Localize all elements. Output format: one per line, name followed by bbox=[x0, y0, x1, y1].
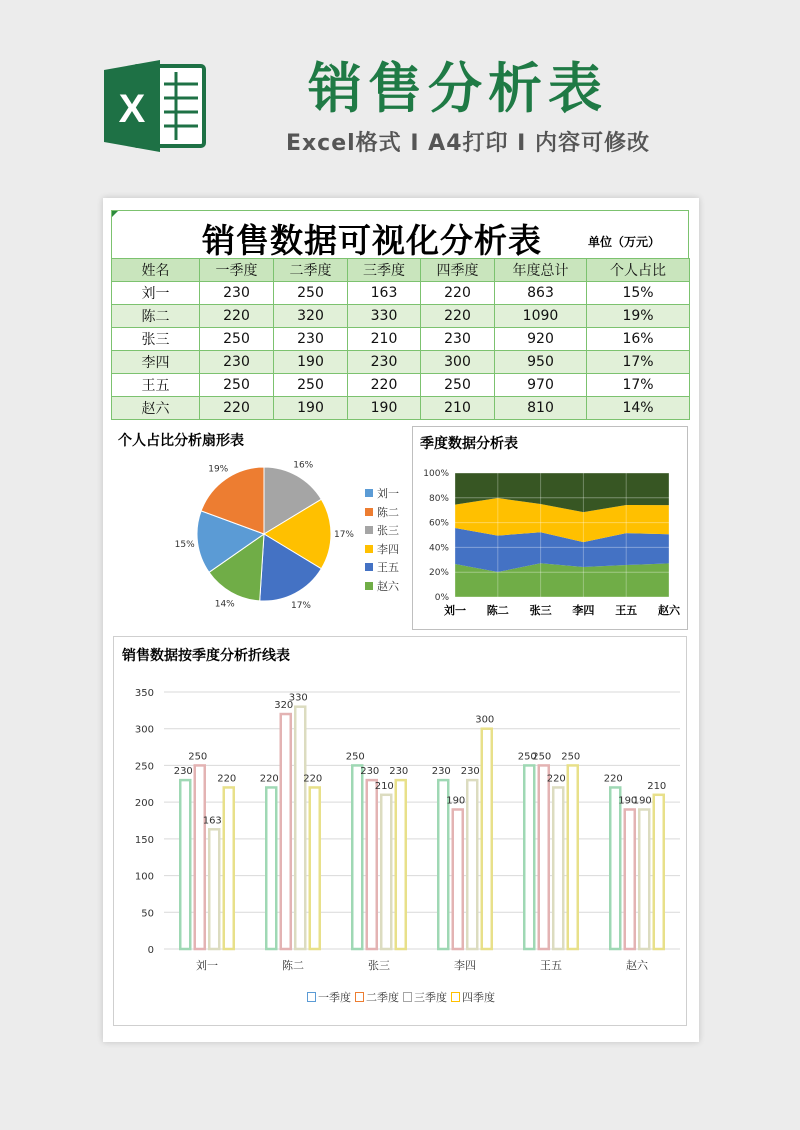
bar-data-label: 210 bbox=[374, 780, 394, 792]
table-cell[interactable]: 250 bbox=[274, 282, 348, 305]
table-cell[interactable]: 1090 bbox=[495, 305, 587, 328]
y-tick-label: 60% bbox=[428, 518, 449, 529]
y-tick-label: 200 bbox=[134, 798, 154, 810]
area-chart-panel bbox=[412, 426, 688, 630]
y-tick-label: 150 bbox=[134, 834, 154, 846]
y-tick-label: 50 bbox=[141, 908, 154, 920]
legend-swatch bbox=[355, 992, 364, 1002]
table-cell[interactable]: 17% bbox=[587, 351, 690, 374]
unit-label: 单位（万元） bbox=[587, 235, 660, 249]
pie-data-label: 16% bbox=[293, 460, 314, 471]
legend-item bbox=[365, 558, 399, 577]
y-tick-label: 300 bbox=[134, 724, 154, 736]
legend-swatch bbox=[451, 992, 460, 1002]
pie-data-label: 17% bbox=[290, 600, 312, 611]
x-tick-label: 陈二 bbox=[282, 959, 304, 972]
table-cell[interactable]: 863 bbox=[495, 282, 587, 305]
table-cell[interactable]: 17% bbox=[587, 374, 690, 397]
x-tick-label: 刘一 bbox=[196, 959, 218, 972]
table-cell[interactable]: 张三 bbox=[112, 328, 200, 351]
bar-data-label: 220 bbox=[259, 773, 279, 785]
table-cell[interactable]: 163 bbox=[348, 282, 421, 305]
pie-legend bbox=[365, 484, 399, 595]
legend-label: 四季度 bbox=[462, 991, 495, 1004]
table-row bbox=[112, 374, 690, 397]
y-tick-label: 0% bbox=[434, 593, 449, 603]
x-tick-label: 陈二 bbox=[486, 604, 509, 617]
y-tick-label: 100 bbox=[134, 871, 154, 883]
bar bbox=[180, 780, 190, 949]
bar-data-label: 163 bbox=[202, 815, 222, 827]
y-tick-label: 20% bbox=[428, 568, 449, 579]
pie-data-label: 17% bbox=[333, 530, 355, 540]
bar-data-label: 300 bbox=[475, 714, 495, 726]
table-cell[interactable]: 220 bbox=[200, 397, 274, 420]
table-cell[interactable]: 330 bbox=[348, 305, 421, 328]
legend-label: 李四 bbox=[377, 542, 399, 556]
table-cell[interactable]: 陈二 bbox=[112, 305, 200, 328]
bar-data-label: 230 bbox=[389, 766, 409, 778]
pie-data-label: 14% bbox=[214, 599, 235, 610]
legend-label: 陈二 bbox=[377, 505, 399, 519]
legend-label: 张三 bbox=[377, 524, 399, 538]
column-header: 年度总计 bbox=[495, 259, 587, 282]
table-cell[interactable]: 230 bbox=[348, 351, 421, 374]
legend-swatch bbox=[365, 545, 373, 553]
bar bbox=[266, 787, 276, 949]
bar bbox=[539, 765, 549, 949]
bar-data-label: 250 bbox=[517, 751, 537, 763]
sheet-title-bar bbox=[111, 210, 689, 258]
legend-label: 王五 bbox=[377, 561, 399, 575]
table-cell[interactable]: 15% bbox=[587, 282, 690, 305]
table-cell[interactable]: 赵六 bbox=[112, 397, 200, 420]
column-header: 一季度 bbox=[200, 259, 274, 282]
legend-item bbox=[365, 484, 399, 503]
table-cell[interactable]: 210 bbox=[348, 328, 421, 351]
bar-data-label: 220 bbox=[603, 773, 623, 785]
bar-chart bbox=[114, 637, 688, 987]
bar-data-label: 320 bbox=[274, 700, 294, 712]
bar-data-label: 230 bbox=[460, 766, 480, 778]
sheet-title: 销售数据可视化分析表 bbox=[202, 221, 542, 260]
table-row bbox=[112, 305, 690, 328]
bar bbox=[224, 787, 234, 949]
y-tick-label: 0 bbox=[147, 945, 154, 956]
table-cell[interactable]: 950 bbox=[495, 351, 587, 374]
pie-chart-title: 个人占比分析扇形表 bbox=[118, 433, 244, 449]
bar-data-label: 330 bbox=[288, 692, 308, 704]
bar-data-label: 220 bbox=[546, 773, 566, 785]
table-cell[interactable]: 970 bbox=[495, 374, 587, 397]
bar-data-label: 250 bbox=[188, 751, 208, 763]
bar bbox=[467, 780, 477, 949]
table-cell[interactable]: 220 bbox=[200, 305, 274, 328]
bar bbox=[524, 765, 534, 949]
y-tick-label: 80% bbox=[428, 493, 449, 504]
column-header: 个人占比 bbox=[587, 259, 690, 282]
bar-data-label: 230 bbox=[360, 766, 380, 778]
x-tick-label: 张三 bbox=[368, 959, 390, 972]
pie-chart bbox=[159, 454, 369, 624]
legend-swatch bbox=[307, 992, 316, 1002]
x-tick-label: 王五 bbox=[615, 604, 638, 617]
area-chart-title: 季度数据分析表 bbox=[420, 436, 518, 452]
bar bbox=[295, 707, 305, 949]
legend-item bbox=[365, 577, 399, 596]
bar bbox=[396, 780, 406, 949]
bar-data-label: 220 bbox=[303, 773, 323, 785]
x-tick-label: 赵六 bbox=[658, 604, 680, 617]
table-cell[interactable]: 王五 bbox=[112, 374, 200, 397]
x-tick-label: 李四 bbox=[572, 604, 595, 617]
y-tick-label: 100% bbox=[423, 469, 449, 479]
pie-data-label: 19% bbox=[208, 464, 229, 475]
legend-label: 二季度 bbox=[366, 991, 399, 1004]
bar-data-label: 220 bbox=[217, 773, 237, 785]
area-chart bbox=[413, 427, 689, 631]
column-header: 姓名 bbox=[112, 259, 200, 282]
table-row bbox=[112, 351, 690, 374]
bar-chart-panel bbox=[113, 636, 687, 1026]
table-cell[interactable]: 220 bbox=[348, 374, 421, 397]
table-cell[interactable]: 300 bbox=[421, 351, 495, 374]
sales-table bbox=[111, 258, 690, 420]
pie-data-label: 15% bbox=[174, 540, 195, 551]
bar bbox=[553, 787, 563, 949]
y-tick-label: 350 bbox=[134, 688, 154, 699]
bar bbox=[639, 809, 649, 949]
page-title: 销售分析表 bbox=[308, 57, 608, 120]
bar-data-label: 250 bbox=[345, 751, 365, 763]
legend-swatch bbox=[365, 582, 373, 590]
column-header: 三季度 bbox=[348, 259, 421, 282]
y-tick-label: 250 bbox=[134, 761, 154, 773]
logo-letter: X bbox=[118, 87, 146, 131]
table-cell[interactable]: 210 bbox=[421, 397, 495, 420]
x-tick-label: 张三 bbox=[529, 604, 552, 617]
table-cell[interactable]: 230 bbox=[200, 282, 274, 305]
table-cell[interactable]: 刘一 bbox=[112, 282, 200, 305]
legend-item bbox=[451, 989, 495, 1005]
bar-data-label: 250 bbox=[532, 751, 552, 763]
table-row bbox=[112, 328, 690, 351]
x-tick-label: 赵六 bbox=[626, 959, 648, 972]
bar bbox=[568, 765, 578, 949]
x-tick-label: 李四 bbox=[454, 959, 476, 972]
table-cell[interactable]: 190 bbox=[274, 351, 348, 374]
bar bbox=[482, 729, 492, 949]
table-cell[interactable]: 810 bbox=[495, 397, 587, 420]
bar bbox=[367, 780, 377, 949]
bar bbox=[381, 795, 391, 949]
table-cell[interactable]: 220 bbox=[421, 305, 495, 328]
legend-swatch bbox=[365, 563, 373, 571]
table-cell[interactable]: 14% bbox=[587, 397, 690, 420]
bar-legend bbox=[114, 989, 688, 1005]
table-cell[interactable]: 250 bbox=[274, 374, 348, 397]
legend-label: 一季度 bbox=[318, 991, 351, 1004]
legend-item bbox=[355, 989, 399, 1005]
bar bbox=[195, 765, 205, 949]
legend-label: 三季度 bbox=[414, 991, 447, 1004]
bar-data-label: 230 bbox=[173, 766, 193, 778]
bar bbox=[453, 809, 463, 949]
bar-data-label: 230 bbox=[431, 766, 451, 778]
table-row bbox=[112, 397, 690, 420]
bar bbox=[310, 787, 320, 949]
legend-swatch bbox=[403, 992, 412, 1002]
bar bbox=[625, 809, 635, 949]
legend-item bbox=[307, 989, 351, 1005]
table-cell[interactable]: 320 bbox=[274, 305, 348, 328]
bar-data-label: 210 bbox=[647, 780, 667, 792]
page-subtitle: Excel格式 I A4打印 I 内容可修改 bbox=[285, 131, 651, 156]
legend-item bbox=[403, 989, 447, 1005]
legend-swatch bbox=[365, 526, 373, 534]
table-cell[interactable]: 250 bbox=[421, 374, 495, 397]
table-cell[interactable]: 230 bbox=[274, 328, 348, 351]
bar-data-label: 190 bbox=[618, 795, 638, 807]
table-cell[interactable]: 李四 bbox=[112, 351, 200, 374]
bar-data-label: 190 bbox=[632, 795, 652, 807]
table-cell[interactable]: 230 bbox=[200, 351, 274, 374]
bar-data-label: 190 bbox=[446, 795, 466, 807]
legend-item bbox=[365, 521, 399, 540]
bar bbox=[352, 765, 362, 949]
legend-label: 赵六 bbox=[377, 579, 399, 593]
table-cell[interactable]: 250 bbox=[200, 374, 274, 397]
bar-data-label: 250 bbox=[561, 751, 581, 763]
bar bbox=[281, 714, 291, 949]
table-cell[interactable]: 19% bbox=[587, 305, 690, 328]
table-cell[interactable]: 220 bbox=[421, 282, 495, 305]
table-cell[interactable]: 190 bbox=[348, 397, 421, 420]
table-cell[interactable]: 230 bbox=[421, 328, 495, 351]
table-cell[interactable]: 16% bbox=[587, 328, 690, 351]
table-header-row bbox=[112, 259, 690, 282]
legend-item bbox=[365, 503, 399, 522]
excel-logo-icon bbox=[104, 58, 214, 154]
table-cell[interactable]: 250 bbox=[200, 328, 274, 351]
legend-swatch bbox=[365, 508, 373, 516]
y-tick-label: 40% bbox=[428, 543, 449, 554]
legend-swatch bbox=[365, 489, 373, 497]
bar-chart-title: 销售数据按季度分析折线表 bbox=[122, 648, 290, 664]
sheet-paper bbox=[103, 198, 699, 1042]
table-cell[interactable]: 190 bbox=[274, 397, 348, 420]
column-header: 四季度 bbox=[421, 259, 495, 282]
x-tick-label: 王五 bbox=[540, 959, 562, 972]
bar bbox=[610, 787, 620, 949]
table-row bbox=[112, 282, 690, 305]
x-tick-label: 刘一 bbox=[444, 604, 466, 617]
column-header: 二季度 bbox=[274, 259, 348, 282]
bar bbox=[209, 829, 219, 949]
legend-label: 刘一 bbox=[377, 487, 399, 501]
legend-item bbox=[365, 540, 399, 559]
bar bbox=[654, 795, 664, 949]
table-cell[interactable]: 920 bbox=[495, 328, 587, 351]
